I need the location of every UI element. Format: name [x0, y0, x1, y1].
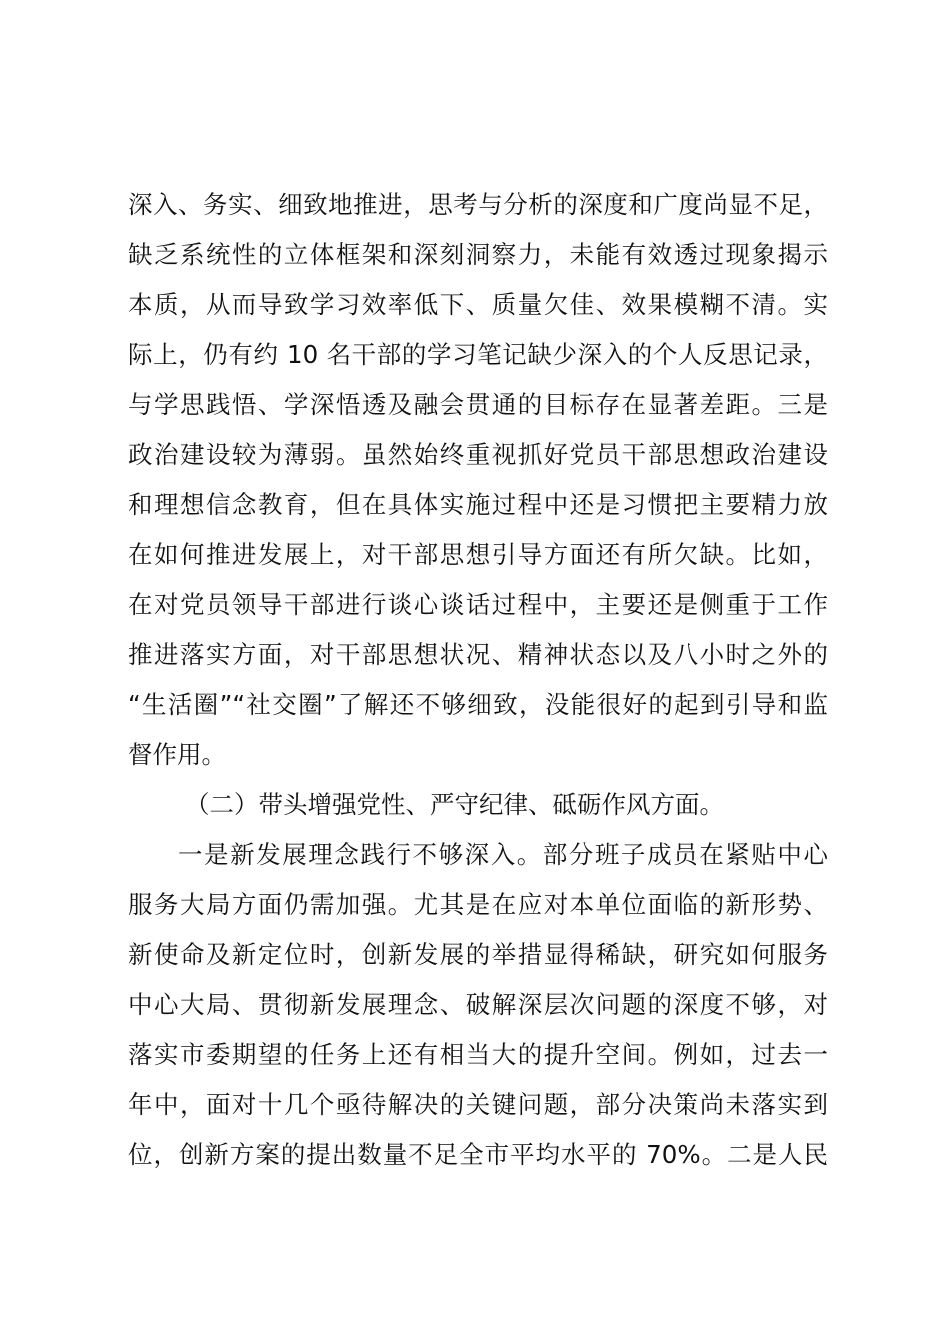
body-text-line: 年中，面对十几个亟待解决的关键问题，部分决策尚未落实到	[128, 1090, 828, 1119]
body-text-line: 本质，从而导致学习效率低下、质量欠佳、效果模糊不清。实	[128, 290, 828, 319]
body-text-line: 政治建设较为薄弱。虽然始终重视抓好党员干部思想政治建设	[128, 440, 828, 469]
section-heading: （二）带头增强党性、严守纪律、砥砺作风方面。	[185, 790, 724, 819]
body-text-line: “生活圈”“社交圈”了解还不够细致，没能很好的起到引导和监	[128, 690, 828, 719]
paragraph-first-line: 一是新发展理念践行不够深入。部分班子成员在紧贴中心	[178, 840, 828, 869]
body-text-line: 新使命及新定位时，创新发展的举措显得稀缺，研究如何服务	[128, 940, 828, 969]
body-text-line: 在对党员领导干部进行谈心谈话过程中，主要还是侧重于工作	[128, 590, 828, 619]
body-text-line: 中心大局、贯彻新发展理念、破解深层次问题的深度不够，对	[128, 990, 828, 1019]
body-text-line: 位，创新方案的提出数量不足全市平均水平的 70%。二是人民	[128, 1140, 828, 1169]
body-text-line: 服务大局方面仍需加强。尤其是在应对本单位面临的新形势、	[128, 890, 828, 919]
body-text-line: 和理想信念教育，但在具体实施过程中还是习惯把主要精力放	[128, 490, 828, 519]
body-text-line: 际上，仍有约 10 名干部的学习笔记缺少深入的个人反思记录，	[128, 340, 828, 369]
body-text-line: 与学思践悟、学深悟透及融会贯通的目标存在显著差距。三是	[128, 390, 828, 419]
body-text-line: 深入、务实、细致地推进，思考与分析的深度和广度尚显不足，	[128, 190, 828, 219]
body-text-line: 推进落实方面，对干部思想状况、精神状态以及八小时之外的	[128, 640, 828, 669]
body-text-line: 缺乏系统性的立体框架和深刻洞察力，未能有效透过现象揭示	[128, 240, 828, 269]
body-text-line: 落实市委期望的任务上还有相当大的提升空间。例如，过去一	[128, 1040, 828, 1069]
body-text-line: 督作用。	[128, 740, 226, 769]
body-text-line: 在如何推进发展上，对干部思想引导方面还有所欠缺。比如，	[128, 540, 828, 569]
